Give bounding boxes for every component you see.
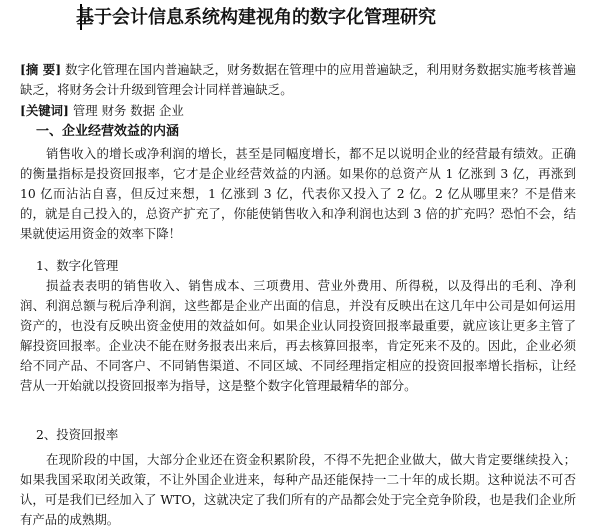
section1-paragraph: 销售收入的增长或净利润的增长，甚至是同幅度增长，都不足以说明企业的经营最有绩效。正确的衡量指标是投资回报率，它才是企业经营效益的内涵。如果你的总资产从 1 亿涨到 3 亿，再涨到 10 亿而沾沾自喜，但反过来想，1 亿涨到 3 亿，代表你又投入了 2 亿。2 亿从哪里来？不是借来的，就是自己投入的，总资产扩充了，你能使销售收入和净利润也达到 3 倍的扩充吗？恐怕不会，结果就使运用资金的效率下降！ [20, 146, 576, 241]
document-title: 基于会计信息系统构建视角的数字化管理研究 [76, 7, 436, 28]
section2-heading: 1、数字化管理 [36, 258, 119, 273]
section2-paragraph: 损益表表明的销售收入、销售成本、三项费用、营业外费用、所得税，以及得出的毛利、净利润、利润总额与税后净利润，这些都是企业产出面的信息，并没有反映出在这几年中公司是如何运用资产的，也没有反映出资金使用的效益如何。如果企业认同投资回报率最重要，就应该让更多主管了解投资回报率。企业决不能在财务报表出来后，再去核算回报率，肯定死来不及的。因此，企业必须给不同产品、不同客户、不同销售渠道、不同区域、不同经理指定相应的投资回报率增长指标，让经营从一开始就以投资回报率为指导，这是整个数字化管理最精华的部分。 [20, 278, 576, 393]
keywords-text: 管理 财务 数据 企业 [72, 103, 184, 118]
section3-heading: 2、投资回报率 [36, 427, 119, 442]
section3-paragraph: 在现阶段的中国，大部分企业还在资金积累阶段，不得不先把企业做大，做大肯定要继续投入；如果我国采取闭关政策，不让外国企业进来，每种产品还能保持一二十年的成长期。这种说法不可否认，可是我们已经加入了 WTO，这就决定了我们所有的产品都会处于完全竞争阶段，也是我们企业所有产品的成熟期。 [20, 452, 576, 527]
keywords-paragraph [20, 101, 576, 121]
keywords-label: [关键词] [20, 103, 69, 118]
abstract-text: 数字化管理在国内普遍缺乏，财务数据在管理中的应用普遍缺乏，利用财务数据实施考核普遍缺乏，将财务会计升级到管理会计同样普遍缺乏。 [20, 62, 576, 97]
abstract-paragraph [20, 60, 576, 100]
abstract-label: [摘 要] [20, 62, 62, 77]
section1-heading: 一、企业经营效益的内涵 [36, 124, 180, 139]
